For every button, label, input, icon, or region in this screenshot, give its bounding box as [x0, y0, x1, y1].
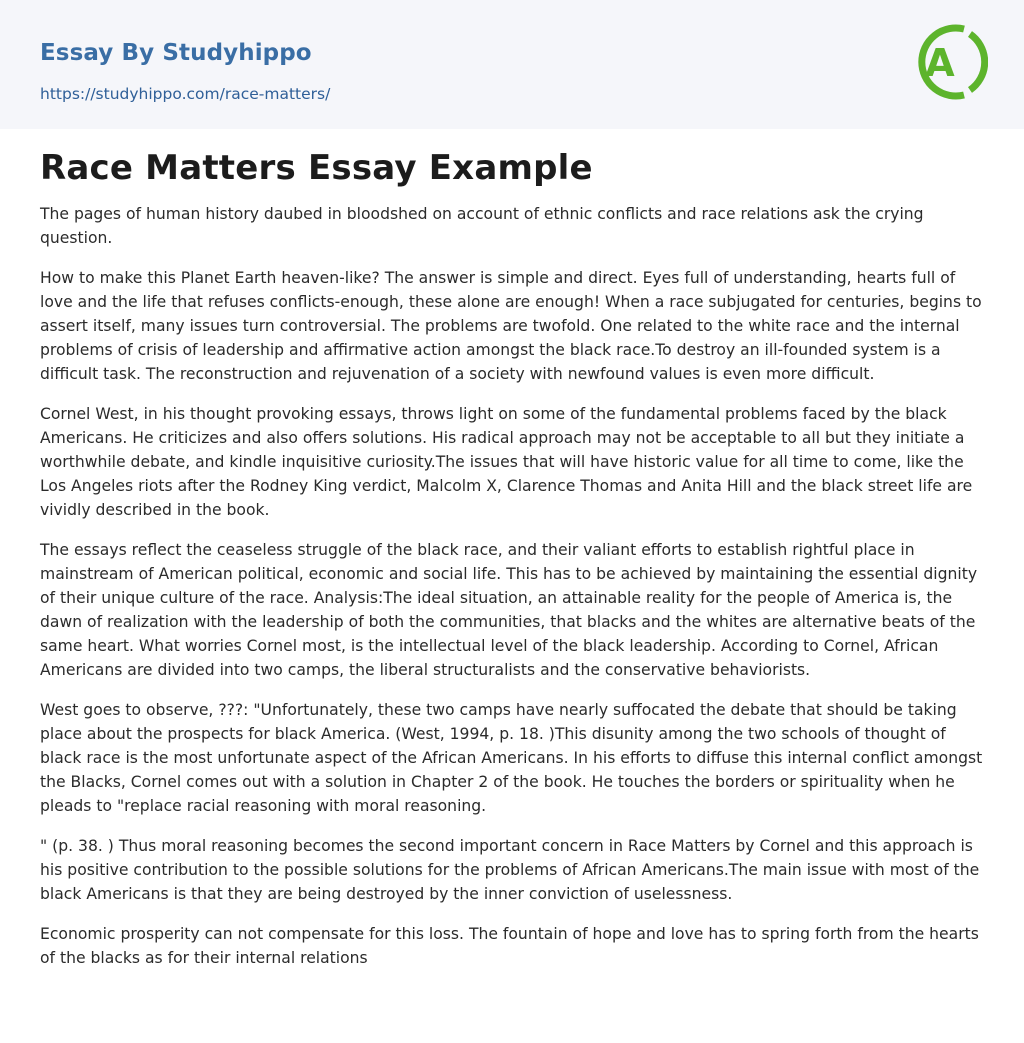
page-header: [0, 0, 1024, 129]
paragraph: Cornel West, in his thought provoking essays, throws light on some of the fundamental problems faced by the black Americans. He criticizes and also offers solutions. His radical approach may not be acceptable to all but they initiate a worthwhile debate, and kindle inquisitive curiosity.The issues that will have historic value for all time to come, like the Los Angeles riots after the Rodney King verdict, Malcolm X, Clarence Thomas and Anita Hill and the black street life are vividly described in the book.: [40, 405, 973, 519]
page-url-link[interactable]: https://studyhippo.com/race-matters/: [40, 85, 331, 103]
paragraph: How to make this Planet Earth heaven-like? The answer is simple and direct. Eyes full of understanding, hearts full of love and the life that refuses conflicts-enough, these alone are enough! When a race subjugated for centuries, begins to assert itself, many issues turn controversial. The problems are twofold. One related to the white race and the internal problems of crisis of leadership and affirmative action amongst the black race.To destroy an ill-founded system is a difficult task. The reconstruction and rejuvenation of a society with newfound values is even more difficult.: [40, 269, 982, 383]
paragraph: Economic prosperity can not compensate for this loss. The fountain of hope and love has to spring forth from the hearts of the blacks as for their internal relations: [40, 925, 979, 967]
studyhippo-logo-icon[interactable]: [912, 18, 988, 106]
site-title[interactable]: Essay By Studyhippo: [40, 40, 312, 66]
paragraph: The essays reflect the ceaseless struggle of the black race, and their valiant efforts to establish rightful place in mainstream of American political, economic and social life. This has to be achieved by maintaining the essential dignity of their unique culture of the race. Analysis:The ideal situation, an attainable reality for the people of America is, the dawn of realization with the leadership of both the communities, that blacks and the whites are alternative beats of the same heart. What worries Cornel most, is the intellectual level of the black leadership. According to Cornel, African Americans are divided into two camps, the liberal structuralists and the conservative behaviorists.: [40, 541, 978, 679]
article-content: [40, 144, 990, 986]
paragraph: " (p. 38. ) Thus moral reasoning becomes the second important concern in Race Matters by Cornel and this approach is his positive contribution to the possible solutions for the problems of African Americans.The main issue with most of the black Americans is that they are being destroyed by the inner conviction of uselessness.: [40, 837, 980, 903]
article-title: Race Matters Essay Example: [40, 148, 593, 188]
paragraph: The pages of human history daubed in bloodshed on account of ethnic conflicts and race relations ask the crying question.: [40, 205, 924, 247]
logo-letter: A: [925, 41, 955, 85]
paragraph: West goes to observe, ???: "Unfortunately, these two camps have nearly suffocated the debate that should be taking place about the prospects for black America. (West, 1994, p. 18. )This disunity among the two schools of thought of black race is the most unfortunate aspect of the African Americans. In his efforts to diffuse this internal conflict amongst the Blacks, Cornel comes out with a solution in Chapter 2 of the book. He touches the borders or spirituality when he pleads to "replace racial reasoning with moral reasoning.: [40, 701, 983, 815]
